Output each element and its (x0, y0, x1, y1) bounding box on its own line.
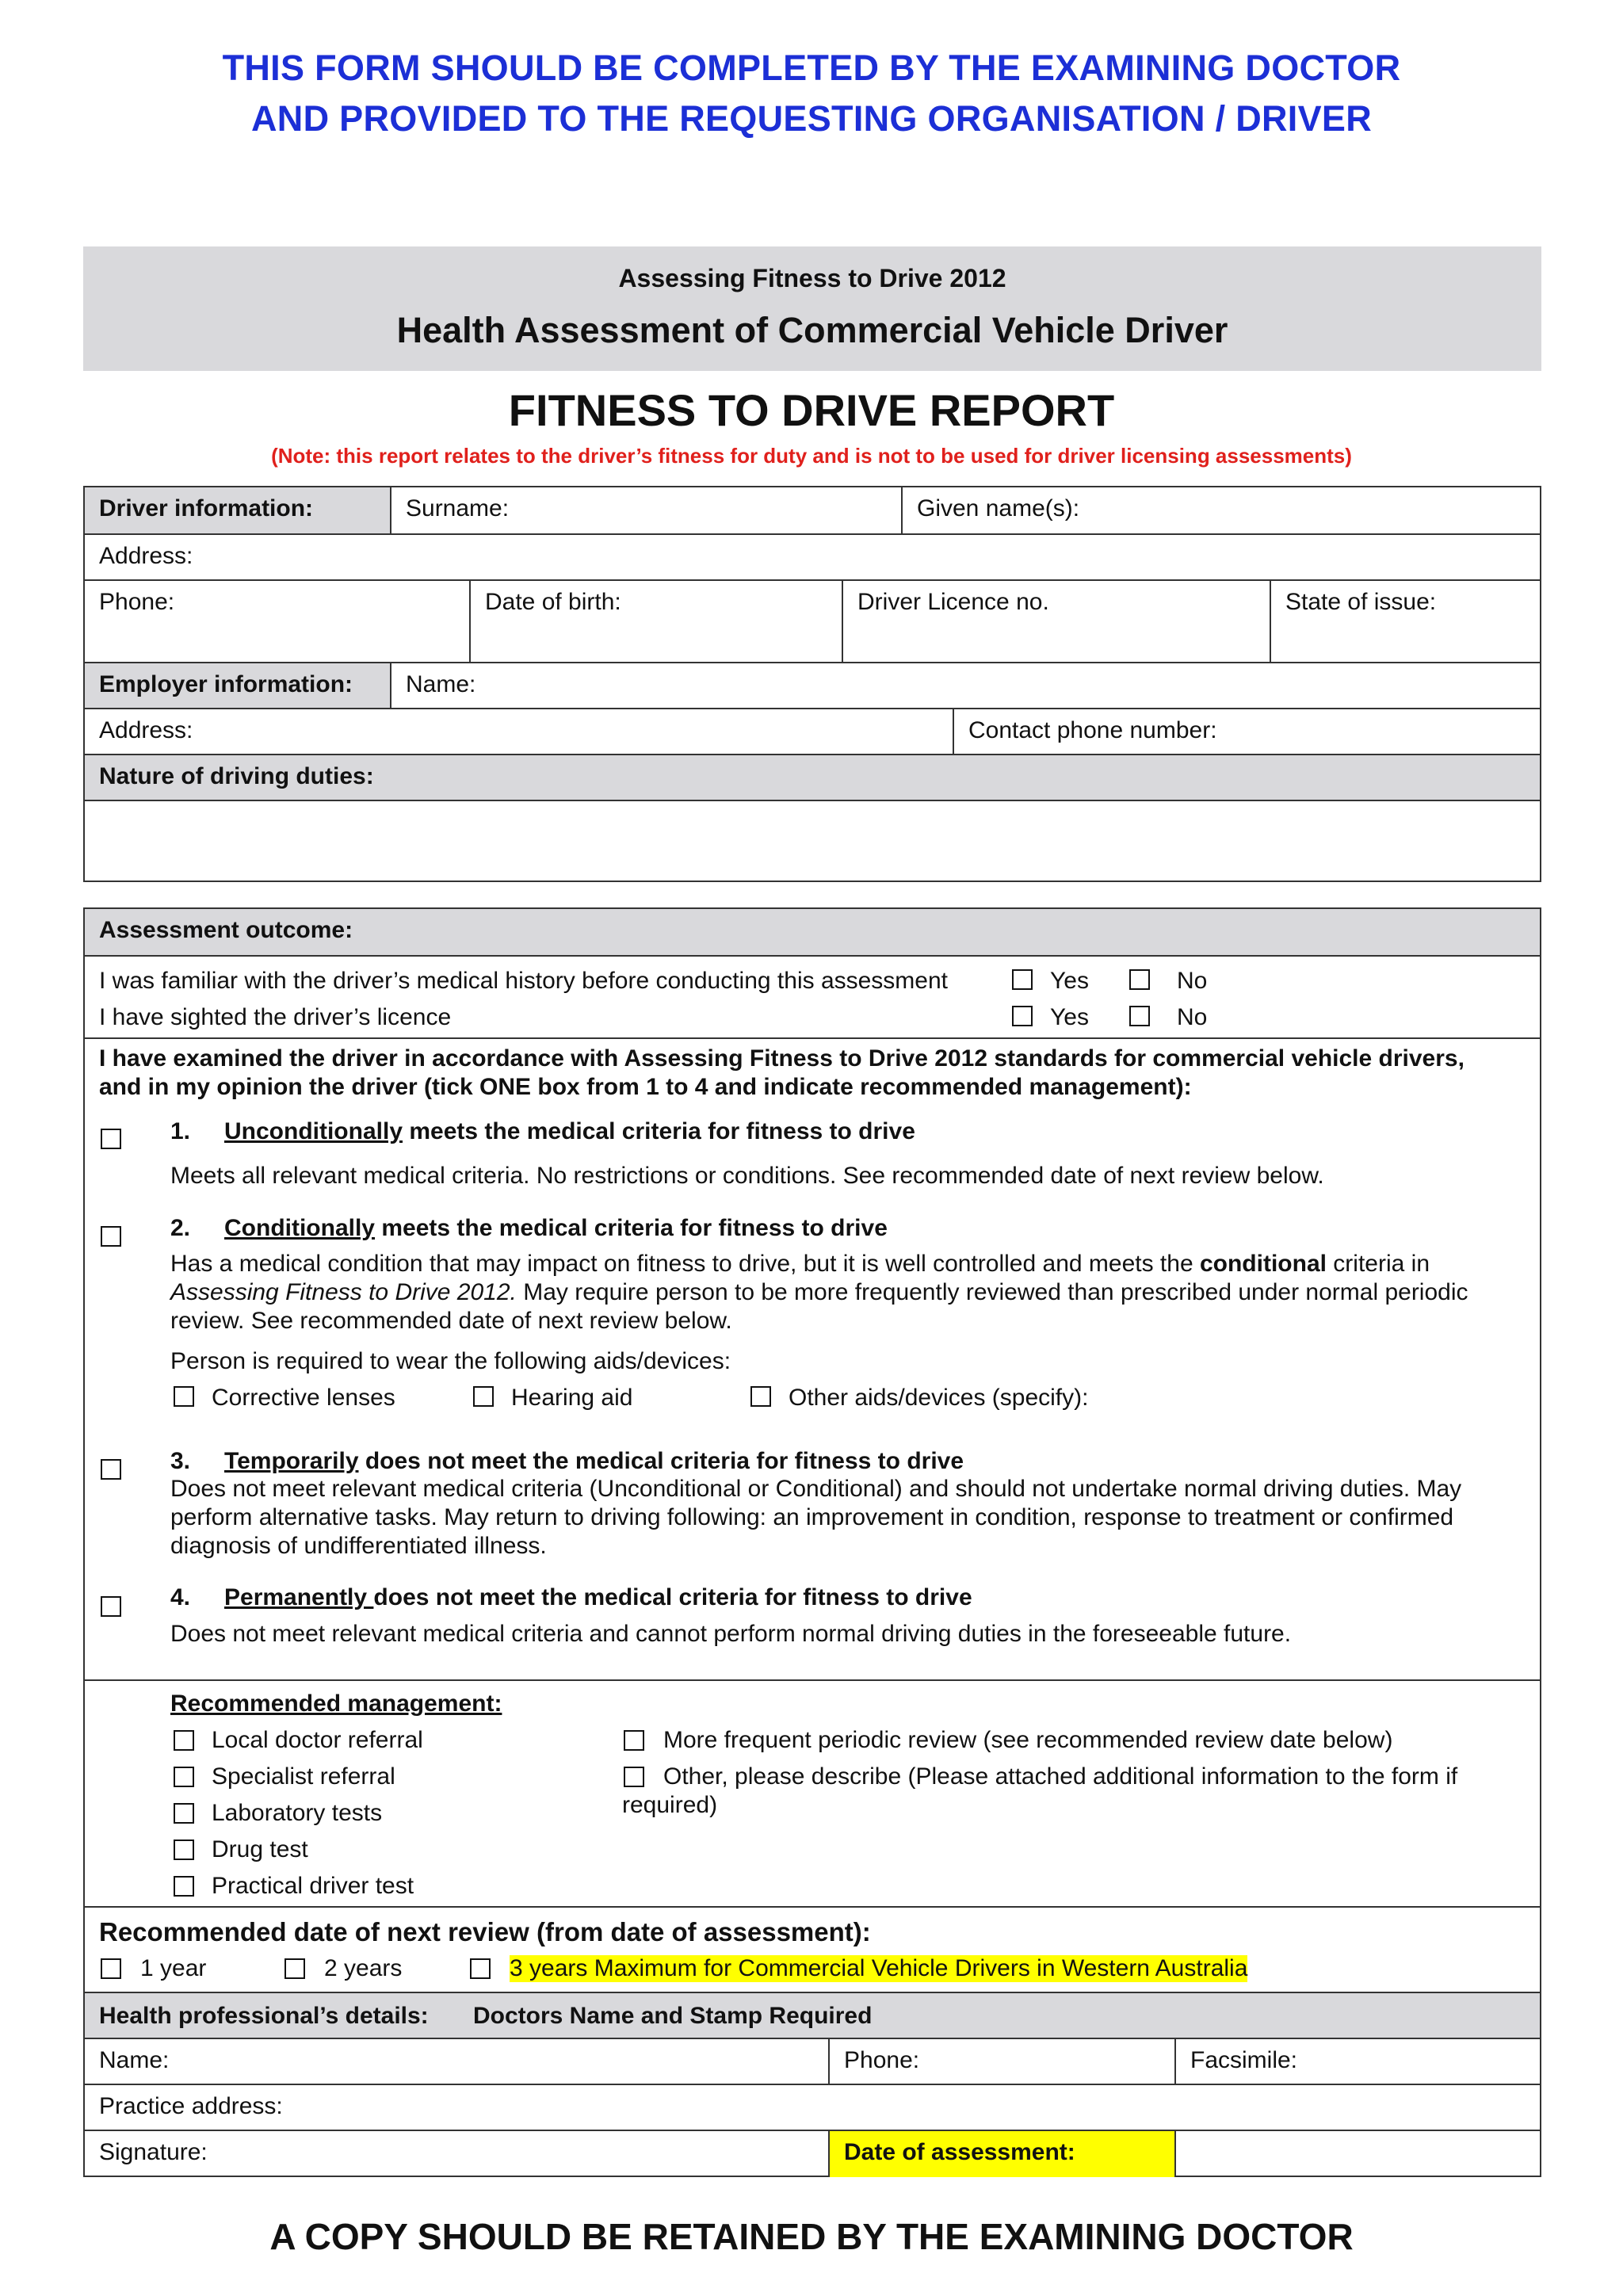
practical-driver-test-checkbox[interactable] (174, 1876, 194, 1897)
laboratory-tests-label: Laboratory tests (212, 1800, 383, 1826)
duties-label: Nature of driving duties: (99, 763, 374, 789)
other-aids-label: Other aids/devices (specify): (789, 1385, 1089, 1411)
duties-field[interactable] (85, 801, 1541, 882)
report-title: FITNESS TO DRIVE REPORT (508, 385, 1115, 435)
review-2-years-checkbox[interactable] (285, 1958, 305, 1979)
option-2-number: 2. (170, 1215, 191, 1241)
aids-intro: Person is required to wear the following aids/devices: (170, 1348, 731, 1374)
review-label: Recommended date of next review (from date of assessment): (99, 1917, 871, 1946)
licence-yes-checkbox[interactable] (1012, 1006, 1033, 1026)
licence-field[interactable]: Driver Licence no. (842, 581, 1270, 662)
licence-no-checkbox[interactable] (1129, 1006, 1150, 1026)
date-of-assessment-field[interactable] (1174, 2131, 1541, 2177)
option-3-heading: Temporarily does not meet the medical criteria for fitness to drive (224, 1448, 964, 1474)
recommended-management (85, 1679, 1540, 1906)
title-band (83, 246, 1541, 371)
option-2-heading: Conditionally meets the medical criteria for fitness to drive (224, 1215, 888, 1241)
outcome-options (85, 1037, 1540, 1679)
option-1-description: Meets all relevant medical criteria. No restrictions or conditions. See recommended date of next review below. (170, 1163, 1324, 1189)
state-field[interactable]: State of issue: (1270, 581, 1541, 662)
professional-label: Health professional’s details: (99, 2003, 429, 2029)
history-yes-checkbox[interactable] (1012, 969, 1033, 990)
review-3-years-label: 3 years Maximum for Commercial Vehicle Drivers in Western Australia (510, 1955, 1248, 1981)
form-subtitle: Assessing Fitness to Drive 2012 (618, 264, 1006, 292)
instruction-line-1: THIS FORM SHOULD BE COMPLETED BY THE EXAMINING DOCTOR (222, 48, 1401, 88)
option-2-description: Has a medical condition that may impact on fitness to drive, but it is well controlled and meets the conditional criteria in Assessing Fitness to Drive 2012. May require person to be more frequently reviewed than prescribed under normal periodic review. See recommended date of next review below. (170, 1251, 1468, 1334)
signature-field[interactable]: Signature: (99, 2139, 208, 2165)
review-3-years-checkbox[interactable] (470, 1958, 491, 1979)
date-of-assessment-label: Date of assessment: (828, 2131, 1174, 2177)
driver-address-field[interactable]: Address: (99, 543, 193, 569)
driver-employer-table (83, 486, 1541, 882)
option-1-number: 1. (170, 1118, 191, 1144)
contact-phone-field[interactable]: Contact phone number: (953, 709, 1541, 754)
other-aids-checkbox[interactable] (750, 1386, 771, 1407)
option-4-description: Does not meet relevant medical criteria and cannot perform normal driving duties in the foreseeable future. (170, 1621, 1292, 1647)
option-2-checkbox[interactable] (101, 1226, 121, 1247)
review-1-year-checkbox[interactable] (101, 1958, 121, 1979)
assessment-outcome-label: Assessment outcome: (99, 917, 353, 943)
retain-copy-notice: A COPY SHOULD BE RETAINED BY THE EXAMINING DOCTOR (269, 2216, 1354, 2257)
employer-name-field[interactable]: Name: (390, 663, 1541, 708)
drug-test-label: Drug test (212, 1836, 308, 1862)
corrective-lenses-checkbox[interactable] (174, 1386, 194, 1407)
practice-address-field[interactable]: Practice address: (99, 2093, 283, 2119)
licence-no-label: No (1177, 1004, 1208, 1030)
employer-address-field[interactable]: Address: (99, 717, 193, 743)
option-1-checkbox[interactable] (101, 1129, 121, 1149)
phone-field[interactable]: Phone: (99, 589, 175, 615)
management-label: Recommended management: (170, 1690, 502, 1717)
assessment-table (83, 907, 1541, 2177)
other-management-label: Other, please describe (Please attached additional information to the form if (663, 1763, 1458, 1790)
history-yes-label: Yes (1050, 968, 1089, 994)
review-2-years-label: 2 years (324, 1955, 403, 1981)
history-no-label: No (1177, 968, 1208, 994)
option-4-checkbox[interactable] (101, 1596, 121, 1617)
local-doctor-referral-label: Local doctor referral (212, 1727, 423, 1753)
option-1-heading: Unconditionally meets the medical criteria for fitness to drive (224, 1118, 915, 1144)
corrective-lenses-label: Corrective lenses (212, 1385, 395, 1411)
instruction-line-2: AND PROVIDED TO THE REQUESTING ORGANISATION / DRIVER (250, 98, 1373, 139)
licence-question: I have sighted the driver’s licence (99, 1004, 452, 1030)
given-names-field[interactable]: Given name(s): (901, 487, 1541, 533)
report-note: (Note: this report relates to the driver’s fitness for duty and is not to be used for driver licensing assessments) (271, 444, 1352, 468)
driver-info-label: Driver information: (85, 487, 390, 533)
history-question: I was familiar with the driver’s medical history before conducting this assessment (99, 968, 949, 994)
periodic-review-label: More frequent periodic review (see recommended review date below) (663, 1727, 1393, 1753)
option-3-checkbox[interactable] (101, 1459, 121, 1480)
stamp-note: Doctors Name and Stamp Required (473, 2003, 873, 2029)
local-doctor-referral-checkbox[interactable] (174, 1730, 194, 1751)
other-management-label-cont: required) (622, 1792, 718, 1818)
licence-yes-label: Yes (1050, 1004, 1089, 1030)
option-3-number: 3. (170, 1448, 191, 1474)
surname-field[interactable]: Surname: (390, 487, 901, 533)
professional-header (85, 1992, 1540, 2038)
other-management-checkbox[interactable] (624, 1767, 644, 1787)
doctor-phone-field[interactable]: Phone: (828, 2039, 1174, 2084)
drug-test-checkbox[interactable] (174, 1839, 194, 1860)
employer-info-label: Employer information: (85, 663, 390, 708)
laboratory-tests-checkbox[interactable] (174, 1803, 194, 1824)
assessment-intro-1: I have examined the driver in accordance with Assessing Fitness to Drive 2012 standards for commercial vehicle drivers, (99, 1045, 1465, 1072)
pre-checks (85, 955, 1540, 1037)
dob-field[interactable]: Date of birth: (469, 581, 842, 662)
specialist-referral-label: Specialist referral (212, 1763, 395, 1790)
hearing-aid-label: Hearing aid (511, 1385, 633, 1411)
doctor-name-field[interactable]: Name: (99, 2047, 170, 2073)
option-4-heading: Permanently does not meet the medical criteria for fitness to drive (224, 1584, 972, 1610)
doctor-fax-field[interactable]: Facsimile: (1174, 2039, 1541, 2084)
form-title: Health Assessment of Commercial Vehicle Driver (396, 310, 1228, 350)
history-no-checkbox[interactable] (1129, 969, 1150, 990)
assessment-intro-2: and in my opinion the driver (tick ONE box from 1 to 4 and indicate recommended management): (99, 1074, 1192, 1100)
periodic-review-checkbox[interactable] (624, 1730, 644, 1751)
hearing-aid-checkbox[interactable] (473, 1386, 494, 1407)
review-1-year-label: 1 year (140, 1955, 207, 1981)
practical-driver-test-label: Practical driver test (212, 1873, 414, 1899)
option-4-number: 4. (170, 1584, 191, 1610)
next-review (85, 1906, 1540, 1992)
option-3-description: Does not meet relevant medical criteria (Unconditional or Conditional) and should not undertake normal driving duties. May perform alternative tasks. May return to driving following: an improvement in condition, response to treatment or confirmed diagnosis of undifferentiated illness. (170, 1476, 1462, 1559)
specialist-referral-checkbox[interactable] (174, 1767, 194, 1787)
